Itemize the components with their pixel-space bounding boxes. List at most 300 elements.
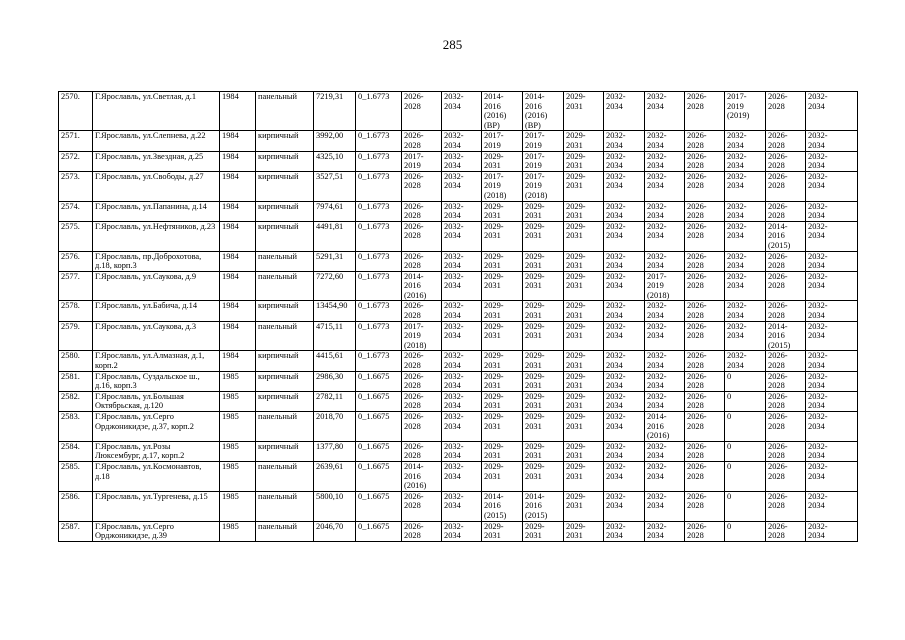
- period-cell-9: 2032- 2034: [725, 321, 766, 351]
- period-cell-9: 0: [725, 391, 766, 411]
- period-cell-10: 2026- 2028: [766, 371, 806, 391]
- period-cell-4: 2029- 2031: [523, 441, 564, 461]
- period-cell-5: 2029- 2031: [564, 251, 604, 271]
- year-cell: 1984: [220, 131, 256, 151]
- address-cell: Г.Ярославль, ул.Нефтяников, д.23: [93, 221, 220, 251]
- area-cell: 4325,10: [314, 151, 356, 171]
- area-cell: 13454,90: [314, 301, 356, 321]
- code-cell: 0_1.6773: [356, 251, 402, 271]
- period-cell-4: 2029- 2031: [523, 351, 564, 371]
- period-cell-7: 2032- 2034: [645, 371, 685, 391]
- code-cell: 0_1.6675: [356, 371, 402, 391]
- wall-material-cell: кирпичный: [256, 371, 314, 391]
- period-cell-2: 2032- 2034: [442, 271, 482, 301]
- area-cell: 2782,11: [314, 391, 356, 411]
- row-number-cell: 2571.: [59, 131, 93, 151]
- period-cell-1: 2017- 2019 (2018): [402, 321, 442, 351]
- table-row: [59, 321, 858, 351]
- period-cell-1: 2014- 2016 (2016): [402, 461, 442, 491]
- period-cell-8: 2026- 2028: [685, 221, 725, 251]
- period-cell-10: 2026- 2028: [766, 521, 806, 541]
- year-cell: 1984: [220, 271, 256, 301]
- period-cell-7: 2032- 2034: [645, 201, 685, 221]
- period-cell-11: 2032- 2034: [806, 371, 858, 391]
- table-row: [59, 521, 858, 541]
- table-row: [59, 201, 858, 221]
- address-cell: Г.Ярославль, ул.Звездная, д.25: [93, 151, 220, 171]
- period-cell-2: 2032- 2034: [442, 221, 482, 251]
- area-cell: 5291,31: [314, 251, 356, 271]
- period-cell-11: 2032- 2034: [806, 321, 858, 351]
- period-cell-10: 2026- 2028: [766, 151, 806, 171]
- year-cell: 1984: [220, 171, 256, 201]
- period-cell-10: 2026- 2028: [766, 251, 806, 271]
- period-cell-7: 2032- 2034: [645, 221, 685, 251]
- period-cell-7: 2032- 2034: [645, 491, 685, 521]
- period-cell-7: 2032- 2034: [645, 461, 685, 491]
- period-cell-7: 2014- 2016 (2016): [645, 412, 685, 442]
- period-cell-8: 2026- 2028: [685, 371, 725, 391]
- period-cell-9: 0: [725, 412, 766, 442]
- period-cell-7: 2017- 2019 (2018): [645, 271, 685, 301]
- address-cell: Г.Ярославль, ул.Светлая, д.1: [93, 92, 220, 131]
- period-cell-10: 2026- 2028: [766, 201, 806, 221]
- period-cell-5: 2029- 2031: [564, 441, 604, 461]
- period-cell-10: 2026- 2028: [766, 441, 806, 461]
- address-cell: Г.Ярославль, Суздальское ш., д.16, корп.3: [93, 371, 220, 391]
- period-cell-1: 2026- 2028: [402, 351, 442, 371]
- area-cell: 3527,51: [314, 171, 356, 201]
- row-number-cell: 2580.: [59, 351, 93, 371]
- area-cell: 5800,10: [314, 491, 356, 521]
- period-cell-3: 2017- 2019: [482, 131, 523, 151]
- period-cell-1: 2017- 2019: [402, 151, 442, 171]
- period-cell-1: 2026- 2028: [402, 412, 442, 442]
- period-cell-3: 2014- 2016 (2015): [482, 491, 523, 521]
- period-cell-9: 2032- 2034: [725, 351, 766, 371]
- period-cell-3: 2014- 2016 (2016) (ВР): [482, 92, 523, 131]
- row-number-cell: 2576.: [59, 251, 93, 271]
- period-cell-4: 2029- 2031: [523, 371, 564, 391]
- period-cell-8: 2026- 2028: [685, 131, 725, 151]
- period-cell-8: 2026- 2028: [685, 391, 725, 411]
- period-cell-6: 2032- 2034: [604, 461, 645, 491]
- period-cell-2: 2032- 2034: [442, 201, 482, 221]
- area-cell: 1377,80: [314, 441, 356, 461]
- period-cell-7: 2032- 2034: [645, 351, 685, 371]
- period-cell-6: 2032- 2034: [604, 92, 645, 131]
- period-cell-3: 2029- 2031: [482, 271, 523, 301]
- period-cell-5: 2029- 2031: [564, 412, 604, 442]
- period-cell-7: 2032- 2034: [645, 391, 685, 411]
- period-cell-2: 2032- 2034: [442, 371, 482, 391]
- period-cell-1: 2026- 2028: [402, 301, 442, 321]
- period-cell-11: 2032- 2034: [806, 221, 858, 251]
- wall-material-cell: панельный: [256, 251, 314, 271]
- period-cell-10: 2026- 2028: [766, 301, 806, 321]
- wall-material-cell: панельный: [256, 461, 314, 491]
- code-cell: 0_1.6773: [356, 201, 402, 221]
- wall-material-cell: кирпичный: [256, 221, 314, 251]
- period-cell-1: 2014- 2016 (2016): [402, 271, 442, 301]
- period-cell-7: 2032- 2034: [645, 92, 685, 131]
- period-cell-4: 2017- 2019 (2018): [523, 171, 564, 201]
- table-row: [59, 251, 858, 271]
- row-number-cell: 2583.: [59, 412, 93, 442]
- period-cell-7: 2032- 2034: [645, 521, 685, 541]
- period-cell-5: 2029- 2031: [564, 461, 604, 491]
- period-cell-8: 2026- 2028: [685, 461, 725, 491]
- period-cell-2: 2032- 2034: [442, 412, 482, 442]
- address-cell: Г.Ярославль, ул.Саукова, д.3: [93, 321, 220, 351]
- address-cell: Г.Ярославль, ул.Алмазная, д.1, корп.2: [93, 351, 220, 371]
- period-cell-2: 2032- 2034: [442, 171, 482, 201]
- period-cell-8: 2026- 2028: [685, 201, 725, 221]
- period-cell-6: 2032- 2034: [604, 412, 645, 442]
- period-cell-4: 2029- 2031: [523, 251, 564, 271]
- period-cell-3: 2029- 2031: [482, 391, 523, 411]
- table-row: [59, 301, 858, 321]
- year-cell: 1985: [220, 391, 256, 411]
- row-number-cell: 2577.: [59, 271, 93, 301]
- table-row: [59, 221, 858, 251]
- area-cell: 2986,30: [314, 371, 356, 391]
- period-cell-2: 2032- 2034: [442, 251, 482, 271]
- period-cell-9: 2032- 2034: [725, 271, 766, 301]
- period-cell-1: 2026- 2028: [402, 371, 442, 391]
- address-cell: Г.Ярославль, ул.Бабича, д.14: [93, 301, 220, 321]
- period-cell-9: 0: [725, 491, 766, 521]
- period-cell-4: 2017- 2019: [523, 151, 564, 171]
- period-cell-8: 2026- 2028: [685, 441, 725, 461]
- table-row: [59, 131, 858, 151]
- period-cell-6: 2032- 2034: [604, 351, 645, 371]
- period-cell-2: 2032- 2034: [442, 461, 482, 491]
- period-cell-8: 2026- 2028: [685, 271, 725, 301]
- row-number-cell: 2585.: [59, 461, 93, 491]
- code-cell: 0_1.6773: [356, 321, 402, 351]
- year-cell: 1985: [220, 521, 256, 541]
- wall-material-cell: кирпичный: [256, 201, 314, 221]
- year-cell: 1985: [220, 491, 256, 521]
- row-number-cell: 2587.: [59, 521, 93, 541]
- period-cell-10: 2026- 2028: [766, 351, 806, 371]
- period-cell-6: 2032- 2034: [604, 371, 645, 391]
- period-cell-3: 2029- 2031: [482, 321, 523, 351]
- code-cell: 0_1.6773: [356, 221, 402, 251]
- period-cell-7: 2032- 2034: [645, 151, 685, 171]
- wall-material-cell: кирпичный: [256, 391, 314, 411]
- period-cell-4: 2029- 2031: [523, 301, 564, 321]
- code-cell: 0_1.6773: [356, 171, 402, 201]
- period-cell-5: 2029- 2031: [564, 521, 604, 541]
- address-cell: Г.Ярославль, пр.Доброхотова, д.18, корп.3: [93, 251, 220, 271]
- year-cell: 1985: [220, 412, 256, 442]
- period-cell-8: 2026- 2028: [685, 321, 725, 351]
- period-cell-8: 2026- 2028: [685, 351, 725, 371]
- row-number-cell: 2572.: [59, 151, 93, 171]
- period-cell-2: 2032- 2034: [442, 151, 482, 171]
- period-cell-9: 2032- 2034: [725, 301, 766, 321]
- address-cell: Г.Ярославль, ул.Саукова, д.9: [93, 271, 220, 301]
- period-cell-10: 2026- 2028: [766, 491, 806, 521]
- area-cell: 7272,60: [314, 271, 356, 301]
- period-cell-11: 2032- 2034: [806, 412, 858, 442]
- code-cell: 0_1.6675: [356, 521, 402, 541]
- period-cell-11: 2032- 2034: [806, 301, 858, 321]
- period-cell-11: 2032- 2034: [806, 521, 858, 541]
- wall-material-cell: кирпичный: [256, 131, 314, 151]
- page-number: 285: [442, 37, 463, 52]
- period-cell-11: 2032- 2034: [806, 461, 858, 491]
- period-cell-3: 2029- 2031: [482, 301, 523, 321]
- period-cell-9: 2032- 2034: [725, 221, 766, 251]
- wall-material-cell: панельный: [256, 321, 314, 351]
- period-cell-8: 2026- 2028: [685, 251, 725, 271]
- table-row: [59, 351, 858, 371]
- period-cell-4: 2029- 2031: [523, 201, 564, 221]
- period-cell-7: 2032- 2034: [645, 131, 685, 151]
- area-cell: 4491,81: [314, 221, 356, 251]
- building-register-table: [58, 91, 858, 542]
- row-number-cell: 2574.: [59, 201, 93, 221]
- period-cell-4: 2014- 2016 (2015): [523, 491, 564, 521]
- year-cell: 1984: [220, 321, 256, 351]
- period-cell-2: 2032- 2034: [442, 491, 482, 521]
- period-cell-6: 2032- 2034: [604, 251, 645, 271]
- row-number-cell: 2579.: [59, 321, 93, 351]
- period-cell-10: 2014- 2016 (2015): [766, 321, 806, 351]
- year-cell: 1985: [220, 461, 256, 491]
- period-cell-5: 2029- 2031: [564, 351, 604, 371]
- period-cell-3: 2029- 2031: [482, 441, 523, 461]
- period-cell-3: 2029- 2031: [482, 201, 523, 221]
- table-row: [59, 171, 858, 201]
- table-row: [59, 391, 858, 411]
- period-cell-5: 2029- 2031: [564, 321, 604, 351]
- period-cell-8: 2026- 2028: [685, 92, 725, 131]
- row-number-cell: 2575.: [59, 221, 93, 251]
- period-cell-11: 2032- 2034: [806, 391, 858, 411]
- period-cell-4: 2029- 2031: [523, 461, 564, 491]
- period-cell-7: 2032- 2034: [645, 301, 685, 321]
- code-cell: 0_1.6773: [356, 151, 402, 171]
- period-cell-8: 2026- 2028: [685, 301, 725, 321]
- year-cell: 1984: [220, 301, 256, 321]
- period-cell-6: 2032- 2034: [604, 131, 645, 151]
- row-number-cell: 2570.: [59, 92, 93, 131]
- address-cell: Г.Ярославль, ул.Свободы, д.27: [93, 171, 220, 201]
- period-cell-2: 2032- 2034: [442, 441, 482, 461]
- wall-material-cell: кирпичный: [256, 441, 314, 461]
- code-cell: 0_1.6675: [356, 412, 402, 442]
- address-cell: Г.Ярославль, ул.Тургенева, д.15: [93, 491, 220, 521]
- period-cell-9: 0: [725, 521, 766, 541]
- period-cell-2: 2032- 2034: [442, 131, 482, 151]
- period-cell-9: 2017- 2019 (2019): [725, 92, 766, 131]
- period-cell-10: 2026- 2028: [766, 391, 806, 411]
- code-cell: 0_1.6773: [356, 301, 402, 321]
- period-cell-5: 2029- 2031: [564, 391, 604, 411]
- period-cell-4: 2029- 2031: [523, 412, 564, 442]
- period-cell-2: 2032- 2034: [442, 92, 482, 131]
- period-cell-1: 2026- 2028: [402, 171, 442, 201]
- period-cell-9: 2032- 2034: [725, 171, 766, 201]
- period-cell-2: 2032- 2034: [442, 321, 482, 351]
- wall-material-cell: панельный: [256, 521, 314, 541]
- period-cell-9: 0: [725, 441, 766, 461]
- code-cell: 0_1.6675: [356, 491, 402, 521]
- area-cell: 7974,61: [314, 201, 356, 221]
- year-cell: 1985: [220, 441, 256, 461]
- period-cell-9: 2032- 2034: [725, 151, 766, 171]
- table-row: [59, 151, 858, 171]
- year-cell: 1984: [220, 221, 256, 251]
- row-number-cell: 2586.: [59, 491, 93, 521]
- period-cell-1: 2026- 2028: [402, 131, 442, 151]
- year-cell: 1984: [220, 201, 256, 221]
- code-cell: 0_1.6675: [356, 461, 402, 491]
- period-cell-6: 2032- 2034: [604, 171, 645, 201]
- area-cell: 7219,31: [314, 92, 356, 131]
- period-cell-10: 2026- 2028: [766, 271, 806, 301]
- wall-material-cell: панельный: [256, 271, 314, 301]
- address-cell: Г.Ярославль, ул.Серго Орджоникидзе, д.39: [93, 521, 220, 541]
- period-cell-6: 2032- 2034: [604, 201, 645, 221]
- period-cell-6: 2032- 2034: [604, 271, 645, 301]
- period-cell-3: 2029- 2031: [482, 351, 523, 371]
- period-cell-3: 2029- 2031: [482, 371, 523, 391]
- wall-material-cell: кирпичный: [256, 171, 314, 201]
- period-cell-5: 2029- 2031: [564, 221, 604, 251]
- period-cell-11: 2032- 2034: [806, 171, 858, 201]
- period-cell-4: 2029- 2031: [523, 271, 564, 301]
- period-cell-4: 2029- 2031: [523, 521, 564, 541]
- period-cell-2: 2032- 2034: [442, 521, 482, 541]
- period-cell-3: 2029- 2031: [482, 251, 523, 271]
- period-cell-5: 2029- 2031: [564, 92, 604, 131]
- period-cell-1: 2026- 2028: [402, 92, 442, 131]
- period-cell-1: 2026- 2028: [402, 221, 442, 251]
- period-cell-3: 2029- 2031: [482, 221, 523, 251]
- period-cell-11: 2032- 2034: [806, 131, 858, 151]
- address-cell: Г.Ярославль, ул.Космонавтов, д.18: [93, 461, 220, 491]
- period-cell-8: 2026- 2028: [685, 521, 725, 541]
- period-cell-10: 2026- 2028: [766, 461, 806, 491]
- area-cell: 4415,61: [314, 351, 356, 371]
- code-cell: 0_1.6773: [356, 271, 402, 301]
- period-cell-11: 2032- 2034: [806, 201, 858, 221]
- period-cell-3: 2029- 2031: [482, 412, 523, 442]
- period-cell-6: 2032- 2034: [604, 221, 645, 251]
- code-cell: 0_1.6675: [356, 441, 402, 461]
- period-cell-5: 2029- 2031: [564, 151, 604, 171]
- area-cell: 2046,70: [314, 521, 356, 541]
- wall-material-cell: кирпичный: [256, 301, 314, 321]
- area-cell: 4715,11: [314, 321, 356, 351]
- period-cell-1: 2026- 2028: [402, 251, 442, 271]
- table-row: [59, 371, 858, 391]
- period-cell-6: 2032- 2034: [604, 321, 645, 351]
- period-cell-1: 2026- 2028: [402, 391, 442, 411]
- period-cell-11: 2032- 2034: [806, 351, 858, 371]
- period-cell-3: 2029- 2031: [482, 151, 523, 171]
- period-cell-1: 2026- 2028: [402, 201, 442, 221]
- period-cell-5: 2029- 2031: [564, 491, 604, 521]
- year-cell: 1984: [220, 351, 256, 371]
- period-cell-3: 2029- 2031: [482, 521, 523, 541]
- period-cell-11: 2032- 2034: [806, 491, 858, 521]
- code-cell: 0_1.6773: [356, 351, 402, 371]
- year-cell: 1984: [220, 151, 256, 171]
- period-cell-4: 2014- 2016 (2016) (ВР): [523, 92, 564, 131]
- wall-material-cell: кирпичный: [256, 351, 314, 371]
- period-cell-8: 2026- 2028: [685, 171, 725, 201]
- table-row: [59, 461, 858, 491]
- period-cell-5: 2029- 2031: [564, 131, 604, 151]
- area-cell: 2639,61: [314, 461, 356, 491]
- period-cell-8: 2026- 2028: [685, 491, 725, 521]
- period-cell-11: 2032- 2034: [806, 151, 858, 171]
- period-cell-4: 2017- 2019: [523, 131, 564, 151]
- period-cell-7: 2032- 2034: [645, 321, 685, 351]
- wall-material-cell: панельный: [256, 412, 314, 442]
- period-cell-9: 0: [725, 461, 766, 491]
- row-number-cell: 2584.: [59, 441, 93, 461]
- period-cell-8: 2026- 2028: [685, 412, 725, 442]
- row-number-cell: 2573.: [59, 171, 93, 201]
- row-number-cell: 2581.: [59, 371, 93, 391]
- table-row: [59, 441, 858, 461]
- period-cell-10: 2026- 2028: [766, 171, 806, 201]
- year-cell: 1985: [220, 371, 256, 391]
- period-cell-11: 2032- 2034: [806, 92, 858, 131]
- period-cell-6: 2032- 2034: [604, 491, 645, 521]
- period-cell-3: 2017- 2019 (2018): [482, 171, 523, 201]
- period-cell-7: 2032- 2034: [645, 441, 685, 461]
- period-cell-10: 2026- 2028: [766, 92, 806, 131]
- code-cell: 0_1.6773: [356, 131, 402, 151]
- period-cell-1: 2026- 2028: [402, 441, 442, 461]
- address-cell: Г.Ярославль, ул.Большая Октябрьская, д.120: [93, 391, 220, 411]
- period-cell-9: 2032- 2034: [725, 201, 766, 221]
- period-cell-2: 2032- 2034: [442, 351, 482, 371]
- row-number-cell: 2582.: [59, 391, 93, 411]
- period-cell-9: 2032- 2034: [725, 131, 766, 151]
- period-cell-2: 2032- 2034: [442, 301, 482, 321]
- address-cell: Г.Ярославль, ул.Слепнева, д.22: [93, 131, 220, 151]
- period-cell-7: 2032- 2034: [645, 171, 685, 201]
- period-cell-5: 2029- 2031: [564, 301, 604, 321]
- period-cell-5: 2029- 2031: [564, 171, 604, 201]
- period-cell-6: 2032- 2034: [604, 301, 645, 321]
- period-cell-5: 2029- 2031: [564, 371, 604, 391]
- period-cell-5: 2029- 2031: [564, 201, 604, 221]
- table-row: [59, 271, 858, 301]
- table-row: [59, 491, 858, 521]
- wall-material-cell: кирпичный: [256, 151, 314, 171]
- area-cell: 3992,00: [314, 131, 356, 151]
- period-cell-1: 2026- 2028: [402, 521, 442, 541]
- row-number-cell: 2578.: [59, 301, 93, 321]
- period-cell-4: 2029- 2031: [523, 221, 564, 251]
- period-cell-1: 2026- 2028: [402, 491, 442, 521]
- period-cell-6: 2032- 2034: [604, 151, 645, 171]
- period-cell-6: 2032- 2034: [604, 391, 645, 411]
- year-cell: 1984: [220, 92, 256, 131]
- period-cell-8: 2026- 2028: [685, 151, 725, 171]
- period-cell-7: 2032- 2034: [645, 251, 685, 271]
